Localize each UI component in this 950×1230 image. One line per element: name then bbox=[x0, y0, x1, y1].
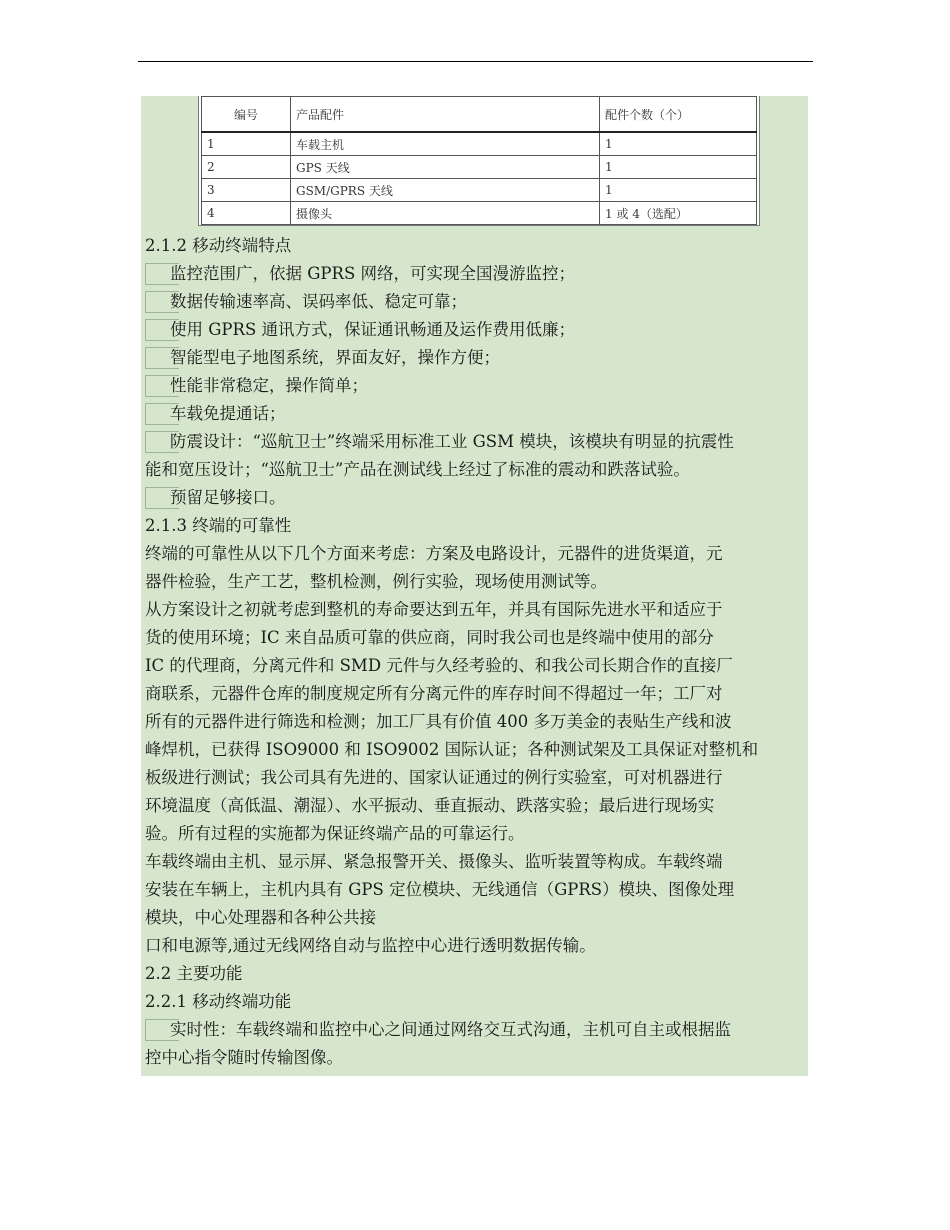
cell-part: 车载主机 bbox=[291, 132, 600, 156]
paragraph-line: 终端的可靠性从以下几个方面来考虑：方案及电路设计，元器件的进货渠道，元 bbox=[145, 544, 723, 563]
feature-text: 防震设计：“巡航卫士”终端采用标准工业 GSM 模块，该模块有明显的抗震性 bbox=[170, 432, 734, 451]
feature-item bbox=[145, 344, 804, 372]
paragraph-line: 从方案设计之初就考虑到整机的寿命要达到五年，并具有国际先进水平和适应于 bbox=[145, 600, 723, 619]
paragraph-line: IC 的代理商，分离元件和 SMD 元件与久经考验的、和我公司长期合作的直接厂 bbox=[145, 656, 733, 675]
feature-item bbox=[145, 260, 804, 288]
paragraph-terminal-composition bbox=[145, 848, 804, 960]
feature-text: 监控范围广，依据 GPRS 网络，可实现全国漫游监控； bbox=[170, 264, 575, 283]
cell-part: 摄像头 bbox=[291, 202, 600, 225]
section-heading-2-1-2: 2.1.2 移动终端特点 bbox=[145, 236, 292, 255]
feature-text: 使用 GPRS 通讯方式，保证通讯畅通及运作费用低廉； bbox=[170, 320, 575, 339]
section-heading-2-1-3: 2.1.3 终端的可靠性 bbox=[145, 516, 292, 535]
paragraph-line: 安装在车辆上，主机内具有 GPS 定位模块、无线通信（GPRS）模块、图像处理 bbox=[145, 880, 735, 899]
cell-count: 1 或 4（选配） bbox=[600, 202, 757, 225]
paragraph-line: 器件检验，生产工艺，整机检测，例行实验，现场使用测试等。 bbox=[145, 572, 607, 591]
table-row bbox=[202, 202, 757, 225]
feature-text: 性能非常稳定，操作简单； bbox=[170, 376, 368, 395]
paragraph-line: 所有的元器件进行筛选和检测；加工厂具有价值 400 多万美金的表贴生产线和波 bbox=[145, 712, 732, 731]
section-heading-2-2-1: 2.2.1 移动终端功能 bbox=[145, 992, 292, 1011]
header-count: 配件个数（个） bbox=[600, 97, 757, 133]
document-body bbox=[141, 96, 808, 1076]
table-row bbox=[202, 156, 757, 179]
cell-number: 2 bbox=[202, 156, 291, 179]
cell-count: 1 bbox=[600, 156, 757, 179]
paragraph-reliability-intro bbox=[145, 540, 804, 596]
header-rule bbox=[138, 61, 813, 62]
bullet-marker bbox=[145, 263, 179, 285]
paragraph-reliability-detail bbox=[145, 596, 804, 848]
feature-text: 预留足够接口。 bbox=[170, 488, 286, 507]
parts-table-container bbox=[198, 96, 760, 226]
paragraph-line: 货的使用环境；IC 来自品质可靠的供应商，同时我公司也是终端中使用的部分 bbox=[145, 628, 714, 647]
bullet-marker bbox=[145, 403, 179, 425]
cell-part: GSM/GPRS 天线 bbox=[291, 179, 600, 202]
paragraph-line: 板级进行测试；我公司具有先进的、国家认证通过的例行实验室，可对机器进行 bbox=[145, 768, 723, 787]
bullet-marker bbox=[145, 431, 179, 453]
table-row bbox=[202, 179, 757, 202]
function-text: 实时性：车载终端和监控中心之间通过网络交互式沟通，主机可自主或根据监 bbox=[170, 1020, 731, 1039]
paragraph-line: 车载终端由主机、显示屏、紧急报警开关、摄像头、监听装置等构成。车载终端 bbox=[145, 852, 723, 871]
function-text-continued: 控中心指令随时传输图像。 bbox=[145, 1048, 343, 1067]
feature-text: 智能型电子地图系统，界面友好，操作方便； bbox=[170, 348, 500, 367]
feature-text: 数据传输速率高、误码率低、稳定可靠； bbox=[170, 292, 467, 311]
feature-item bbox=[145, 316, 804, 344]
paragraph-line: 口和电源等,通过无线网络自动与监控中心进行透明数据传输。 bbox=[145, 936, 596, 955]
paragraph-line: 商联系，元器件仓库的制度规定所有分离元件的库存时间不得超过一年；工厂对 bbox=[145, 684, 723, 703]
feature-text-continued: 能和宽压设计；“巡航卫士”产品在测试线上经过了标准的震动和跌落试验。 bbox=[145, 460, 690, 479]
paragraph-line: 验。所有过程的实施都为保证终端产品的可靠运行。 bbox=[145, 824, 525, 843]
cell-number: 3 bbox=[202, 179, 291, 202]
paragraph-line: 模块，中心处理器和各种公共接 bbox=[145, 908, 376, 927]
feature-item bbox=[145, 288, 804, 316]
feature-item bbox=[145, 428, 804, 456]
parts-table bbox=[201, 96, 757, 225]
cell-count: 1 bbox=[600, 179, 757, 202]
header-part: 产品配件 bbox=[291, 97, 600, 133]
section-heading-2-2: 2.2 主要功能 bbox=[145, 964, 243, 983]
table-row bbox=[202, 132, 757, 156]
bullet-marker bbox=[145, 347, 179, 369]
table-header-row bbox=[202, 97, 757, 133]
feature-text: 车载免提通话； bbox=[170, 404, 286, 423]
cell-count: 1 bbox=[600, 132, 757, 156]
bullet-marker bbox=[145, 319, 179, 341]
bullet-marker bbox=[145, 375, 179, 397]
header-number: 编号 bbox=[202, 97, 291, 133]
paragraph-line: 环境温度（高低温、潮湿）、水平振动、垂直振动、跌落实验；最后进行现场实 bbox=[145, 796, 715, 815]
feature-item bbox=[145, 400, 804, 428]
feature-item bbox=[145, 484, 804, 512]
paragraph-line: 峰焊机，已获得 ISO9000 和 ISO9002 国际认证；各种测试架及工具保证对整机和 bbox=[145, 740, 759, 759]
cell-number: 1 bbox=[202, 132, 291, 156]
feature-item bbox=[145, 372, 804, 400]
function-item bbox=[145, 1016, 804, 1044]
bullet-marker bbox=[145, 1019, 179, 1041]
cell-number: 4 bbox=[202, 202, 291, 225]
cell-part: GPS 天线 bbox=[291, 156, 600, 179]
bullet-marker bbox=[145, 487, 179, 509]
bullet-marker bbox=[145, 291, 179, 313]
